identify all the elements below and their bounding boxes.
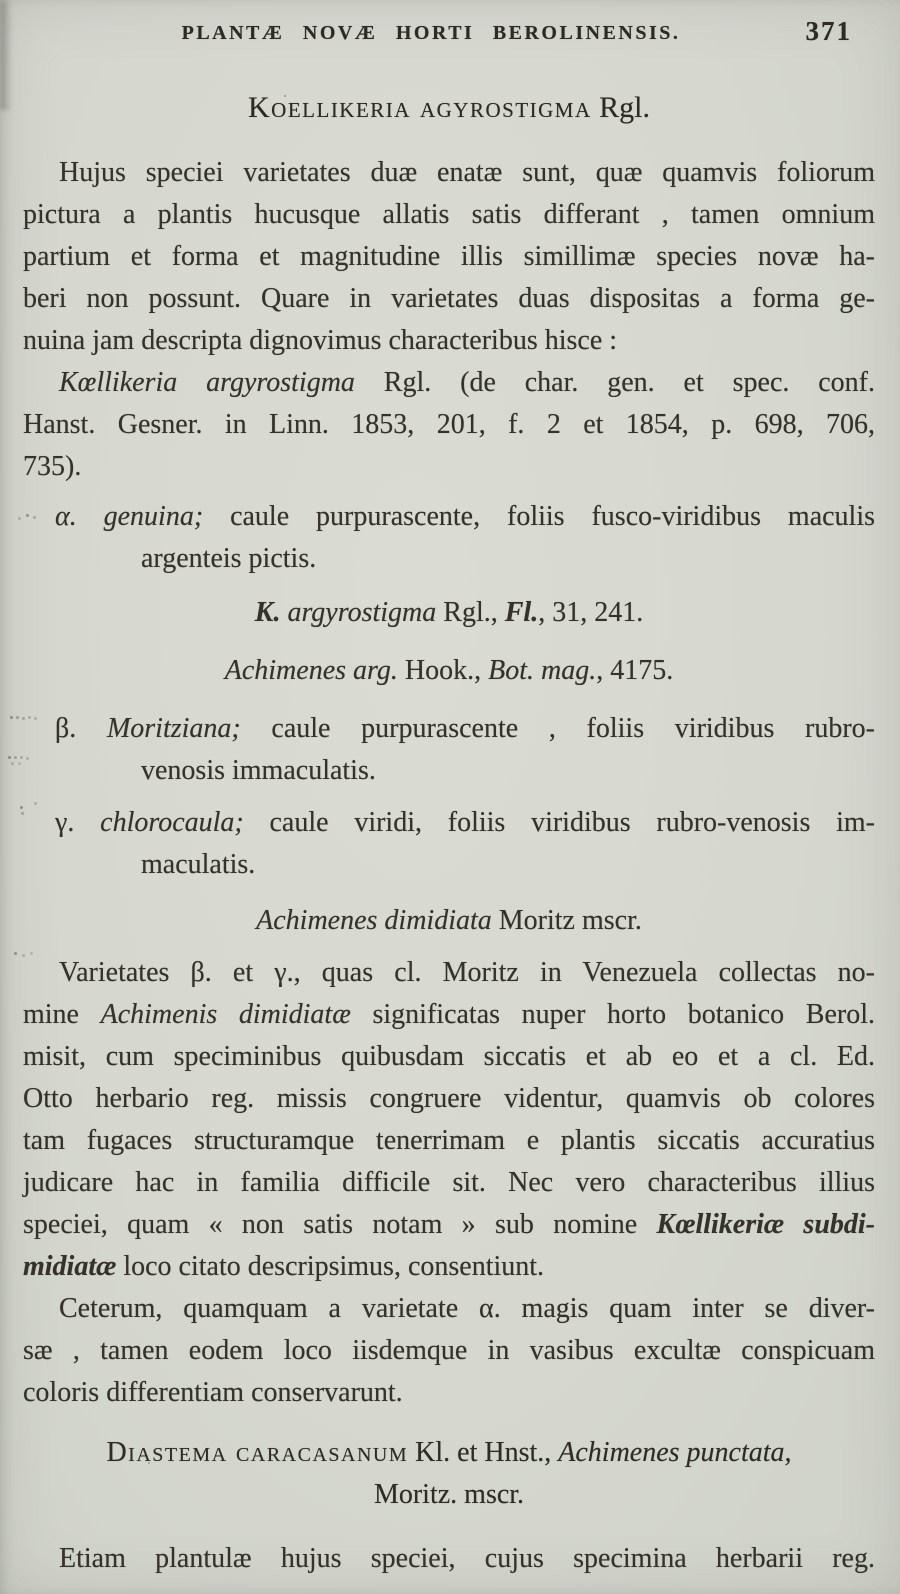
text-line: Moritz. mscr. (373, 1479, 525, 1510)
text-line: γ. chlorocaula; caule viridi, foliis viridibus rubro-venosis im- (55, 807, 876, 838)
text-line: Kœllikeria argyrostigma Rgl. (de char. gen. et spec. conf. (59, 367, 875, 398)
text-line: beri non possunt. Quare in varietates duas dispositas a forma ge- (23, 283, 875, 314)
page-number: 371 (805, 16, 852, 46)
text-line: Otto herbario reg. missis congruere videntur, quamvis ob colores (23, 1083, 875, 1114)
text-line: speciei, quam « non satis notam » sub nomine Kœllikeriæ subdi- (23, 1209, 876, 1240)
text-line: Hanst. Gesner. in Linn. 1853, 201, f. 2 et 1854, p. 698, 706, (23, 409, 875, 440)
variety-beta (23, 708, 875, 792)
text-line: maculatis. (141, 849, 256, 880)
running-header (23, 18, 875, 52)
variety-gamma (23, 802, 875, 886)
text-line: Achimenes dimidiata Moritz mscr. (256, 905, 642, 936)
text-line: Hujus speciei varietates duæ enatæ sunt, quæ quamvis foliorum (59, 157, 875, 188)
text-line: misit, cum speciminibus quibusdam siccatis et ab eo et a cl. Ed. (23, 1041, 875, 1072)
text-line: Achimenes arg. Hook., Bot. mag., 4175. (224, 655, 674, 686)
journal-title: PLANTÆ NOVÆ HORTI BEROLINENSIS. (181, 22, 681, 44)
para-3 (23, 952, 875, 1288)
text-line: Koellikeria agyrostigma Rgl. (248, 91, 650, 124)
heading-diastema (23, 1432, 875, 1516)
text-line: pictura a plantis hucusque allatis satis differant , tamen omnium (23, 199, 875, 230)
text-line: midiatæ loco citato descripsimus, consentiunt. (23, 1251, 545, 1282)
cite-achimenes-arg (23, 650, 875, 692)
text-line: Diastema caracasanum Kl. et Hnst., Achimenes punctata, (106, 1437, 792, 1468)
text-line: 735). (23, 451, 82, 482)
para-4 (23, 1288, 875, 1414)
text-line: venosis immaculatis. (141, 755, 376, 786)
cite-k-argyrostigma (23, 592, 875, 634)
para-1 (23, 152, 875, 362)
text-line: α. genuina; caule purpurascente, foliis fusco-viridibus maculis (55, 501, 876, 532)
variety-alpha (23, 496, 875, 580)
text-line: sæ , tamen eodem loco iisdemque in vasibus excultæ conspicuam (23, 1335, 875, 1366)
cite-achimenes-dimidiata (23, 900, 875, 942)
para-5 (23, 1538, 875, 1580)
page-body (23, 88, 875, 1580)
text-line: Varietates β. et γ., quas cl. Moritz in Venezuela collectas no- (59, 957, 875, 988)
heading-koellikeria (23, 88, 875, 128)
text-line: Etiam plantulæ hujus speciei, cujus specimina herbarii reg. (59, 1543, 875, 1574)
text-line: argenteis pictis. (141, 543, 317, 574)
text-line: judicare hac in familia difficile sit. Nec vero characteribus illius (23, 1167, 875, 1198)
text-line: K. argyrostigma Rgl., Fl., 31, 241. (254, 597, 644, 628)
text-line: nuina jam descripta dignovimus characteribus hisce : (23, 325, 618, 356)
text-line: coloris differentiam conservarunt. (23, 1377, 403, 1408)
text-line: Ceterum, quamquam a varietate α. magis quam inter se diver- (59, 1293, 875, 1324)
text-line: partium et forma et magnitudine illis simillimæ species novæ ha- (23, 241, 875, 272)
text-line: mine Achimenis dimidiatæ significatas nuper horto botanico Berol. (23, 999, 875, 1030)
text-line: tam fugaces structuramque tenerrimam e plantis siccatis accuratius (23, 1125, 875, 1156)
para-2 (23, 362, 875, 488)
text-line: β. Moritziana; caule purpurascente , foliis viridibus rubro- (55, 713, 876, 744)
